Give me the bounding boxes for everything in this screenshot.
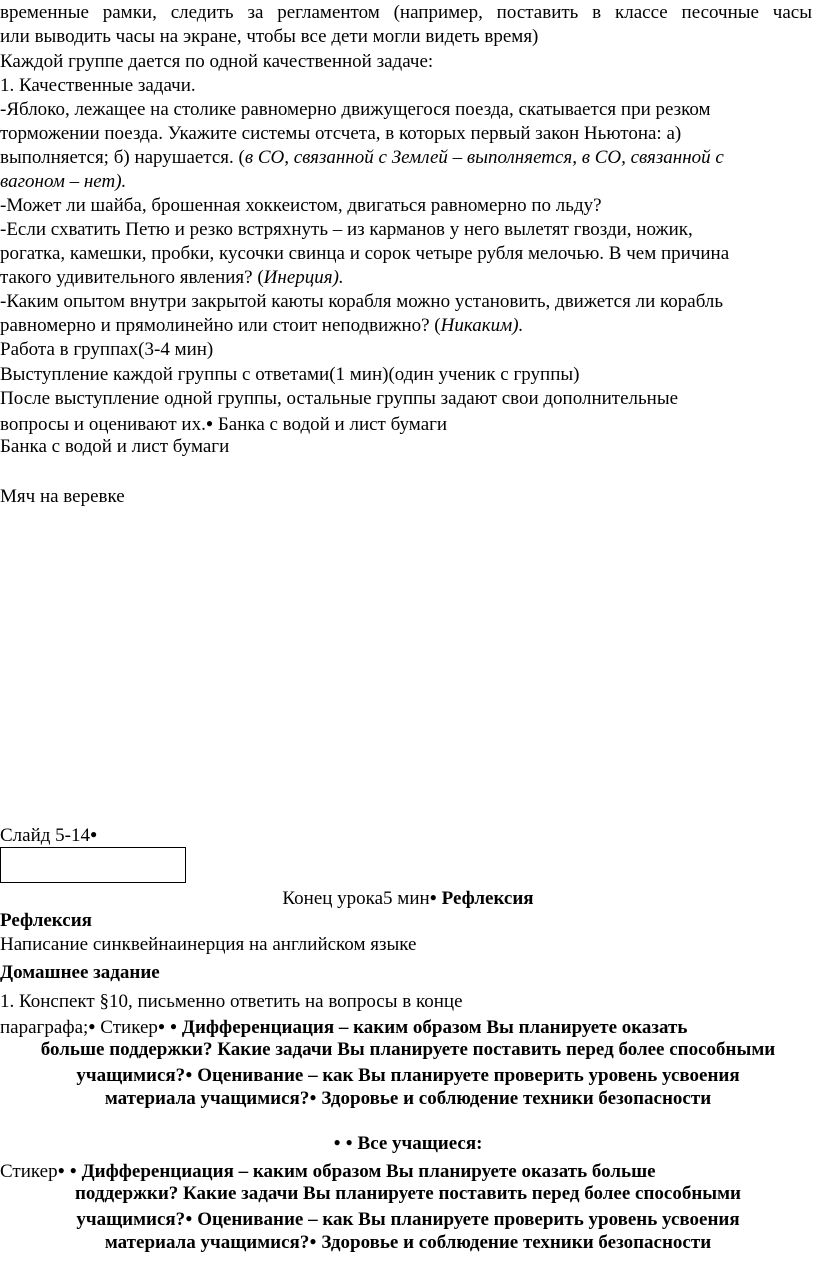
bullet-icon: ● [309, 1234, 317, 1248]
answer-text: вагоном – нет). [0, 171, 127, 192]
bullet-icon: ● [205, 416, 214, 430]
block1-line: больше поддержки? Какие задачи Вы планируете поставить перед более способными [40, 1039, 776, 1060]
reflection-heading: Рефлексия [0, 910, 92, 931]
text-line: или выводить часы на экране, чтобы все дети могли видеть время) [0, 26, 539, 47]
slide-box [0, 847, 186, 883]
task-apple-line: -Яблоко, лежащее на столике равномерно движущегося поезда, скатывается при резком [0, 99, 711, 120]
task-petya-line: такого удивительного явления? (Инерция). [0, 267, 344, 288]
block2-line: материала учащимися?● Здоровье и соблюдение техники безопасности [104, 1232, 712, 1253]
bullet-icon: ● [345, 1135, 353, 1149]
block1-line: материала учащимися?● Здоровье и соблюдение техники безопасности [104, 1088, 712, 1109]
group-work: Работа в группах(3-4 мин) [0, 339, 214, 360]
homework-line: 1. Конспект §10, письменно ответить на вопросы в конце [0, 991, 463, 1012]
bullet-icon: ● [90, 827, 98, 841]
block1-line: параграфа;● Стикер● ● Дифференциация – каким образом Вы планируете оказать [0, 1017, 688, 1038]
bullet-icon: ● [309, 1090, 317, 1104]
task-apple-line: выполняется; б) нарушается. (в СО, связанной с Землей – выполняется, в СО, связанной с [0, 147, 724, 168]
after-line: После выступление одной группы, остальные группы задают свои дополнительные [0, 388, 679, 409]
homework-heading: Домашнее задание [0, 962, 160, 983]
presentation: Выступление каждой группы с ответами(1 мин)(один ученик с группы) [0, 364, 580, 385]
ball-label: Мяч на веревке [0, 486, 125, 507]
bullet-icon: ● [169, 1019, 178, 1033]
bullet-icon: ● [429, 890, 437, 904]
text-line: временные рамки, следить за регламентом (например, поставить в классе песочные часы [0, 2, 812, 23]
bullet-icon: ● [88, 1019, 96, 1033]
end-lesson: Конец урока5 мин● Рефлексия [282, 888, 534, 909]
jar-label: Банка с водой и лист бумаги [0, 436, 230, 457]
task-ship-line: -Каким опытом внутри закрытой каюты корабля можно установить, движется ли корабль [0, 291, 724, 312]
text-line: Каждой группе дается по одной качественной задаче: [0, 51, 434, 72]
answer-text: Никаким). [440, 315, 524, 336]
bullet-icon: ● [333, 1135, 341, 1149]
block1-line: учащимися?● Оценивание – как Вы планируете проверить уровень усвоения [76, 1065, 740, 1086]
answer-text: в СО, связанной с Землей – выполняется, в СО, связанной с [244, 147, 724, 168]
block2-line: Стикер● ● Дифференциация – каким образом Вы планируете оказать больше [0, 1161, 656, 1182]
bullet-icon: ● [185, 1211, 193, 1225]
task-puck: -Может ли шайба, брошенная хоккеистом, двигаться равномерно по льду? [0, 195, 602, 216]
bullet-icon: ● [57, 1163, 65, 1177]
syncwine: Написание синквейнаинерция на английском языке [0, 934, 417, 955]
task-petya-line: -Если схватить Петю и резко встряхнуть – из карманов у него вылетят гвозди, ножик, [0, 219, 693, 240]
section-heading: 1. Качественные задачи. [0, 75, 196, 96]
block2-line: учащимися?● Оценивание – как Вы планируете проверить уровень усвоения [76, 1209, 740, 1230]
after-line: вопросы и оценивают их.● Банка с водой и лист бумаги [0, 414, 448, 435]
answer-text: Инерция). [263, 267, 344, 288]
task-apple-line: торможении поезда. Укажите системы отсчета, в которых первый закон Ньютона: а) [0, 123, 682, 144]
block2-line: поддержки? Какие задачи Вы планируете поставить перед более способными [74, 1183, 742, 1204]
task-ship-line: равномерно и прямолинейно или стоит неподвижно? (Никаким). [0, 315, 524, 336]
all-students: ● ● Все учащиеся: [333, 1133, 483, 1154]
bullet-icon: ● [69, 1163, 77, 1177]
task-petya-line: рогатка, камешки, пробки, кусочки свинца и сорок четыре рубля мелочью. В чем причина [0, 243, 730, 264]
slide-label: Слайд 5-14● [0, 825, 98, 846]
bullet-icon: ● [185, 1067, 193, 1081]
bullet-icon: ● [157, 1019, 166, 1033]
